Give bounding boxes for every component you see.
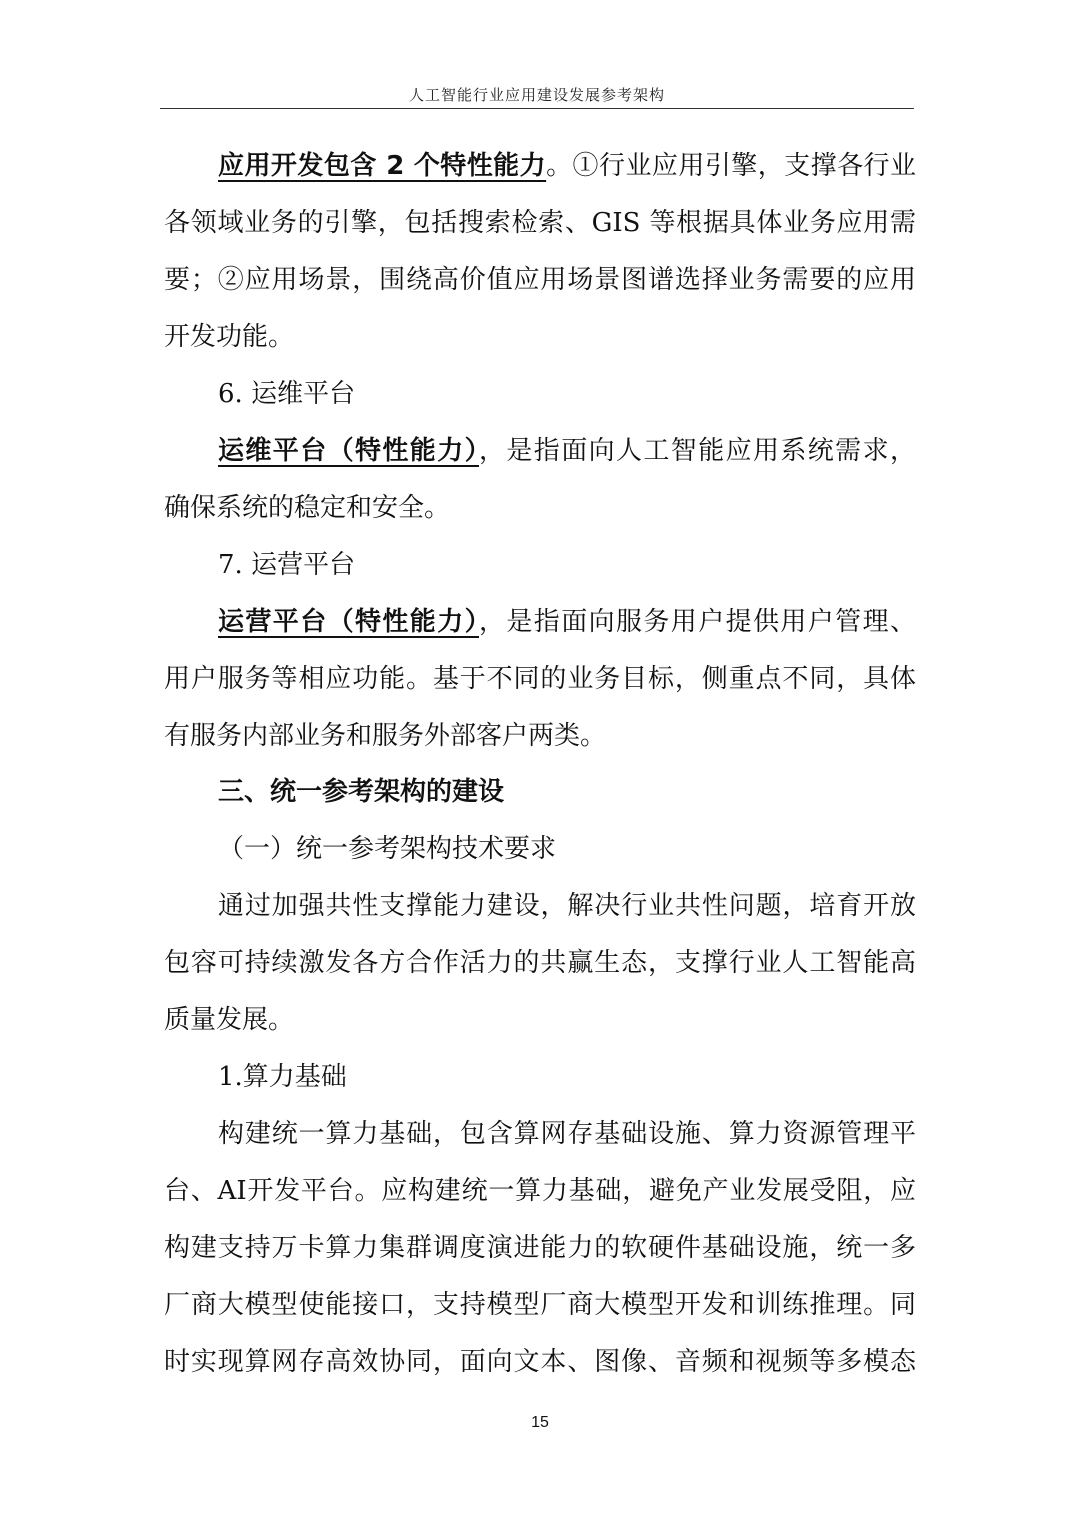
emphasized-term: 运维平台（特性能力）: [218, 436, 479, 466]
paragraph-line: 用户服务等相应功能。基于不同的业务目标，侧重点不同，具体: [164, 664, 916, 694]
paragraph-line: 质量发展。: [164, 1005, 295, 1035]
subsection-heading: （一）统一参考架构技术要求: [218, 834, 557, 864]
emphasized-term: 应用开发包含 2 个特性能力: [218, 151, 547, 181]
paragraph-line: 确保系统的稳定和安全。: [164, 493, 451, 523]
emphasized-term: 运营平台（特性能力）: [218, 607, 479, 637]
section-heading: 1.算力基础: [218, 1062, 347, 1092]
paragraph-line: 运维平台（特性能力），是指面向人工智能应用系统需求，: [218, 436, 916, 466]
section-heading: 7. 运营平台: [218, 550, 356, 580]
paragraph-line: 台、AI开发平台。应构建统一算力基础，避免产业发展受阻，应: [164, 1176, 916, 1206]
page-number: 15: [531, 1414, 549, 1431]
paragraph-line: 通过加强共性支撑能力建设，解决行业共性问题，培育开放: [218, 891, 916, 921]
paragraph-line: 包容可持续激发各方合作活力的共赢生态，支撑行业人工智能高: [164, 948, 916, 978]
paragraph-line: 运营平台（特性能力），是指面向服务用户提供用户管理、: [218, 607, 916, 637]
paragraph-line: 构建支持万卡算力集群调度演进能力的软硬件基础设施，统一多: [164, 1233, 916, 1263]
paragraph-line: 时实现算网存高效协同，面向文本、图像、音频和视频等多模态: [164, 1347, 916, 1377]
chapter-heading: 三、统一参考架构的建设: [218, 777, 505, 807]
paragraph-line: 要；②应用场景，围绕高价值应用场景图谱选择业务需要的应用: [164, 265, 916, 295]
paragraph-line: 各领域业务的引擎，包括搜索检索、GIS 等根据具体业务应用需: [164, 208, 916, 238]
paragraph-line: 有服务内部业务和服务外部客户两类。: [164, 721, 607, 751]
paragraph-line: 开发功能。: [164, 322, 295, 352]
paragraph-line: 厂商大模型使能接口，支持模型厂商大模型开发和训练推理。同: [164, 1290, 916, 1320]
running-header: 人工智能行业应用建设发展参考架构: [160, 84, 914, 109]
paragraph-line: 应用开发包含 2 个特性能力。①行业应用引擎，支撑各行业: [218, 151, 916, 181]
section-heading: 6. 运维平台: [218, 379, 356, 409]
paragraph-line: 构建统一算力基础，包含算网存基础设施、算力资源管理平: [218, 1119, 916, 1149]
